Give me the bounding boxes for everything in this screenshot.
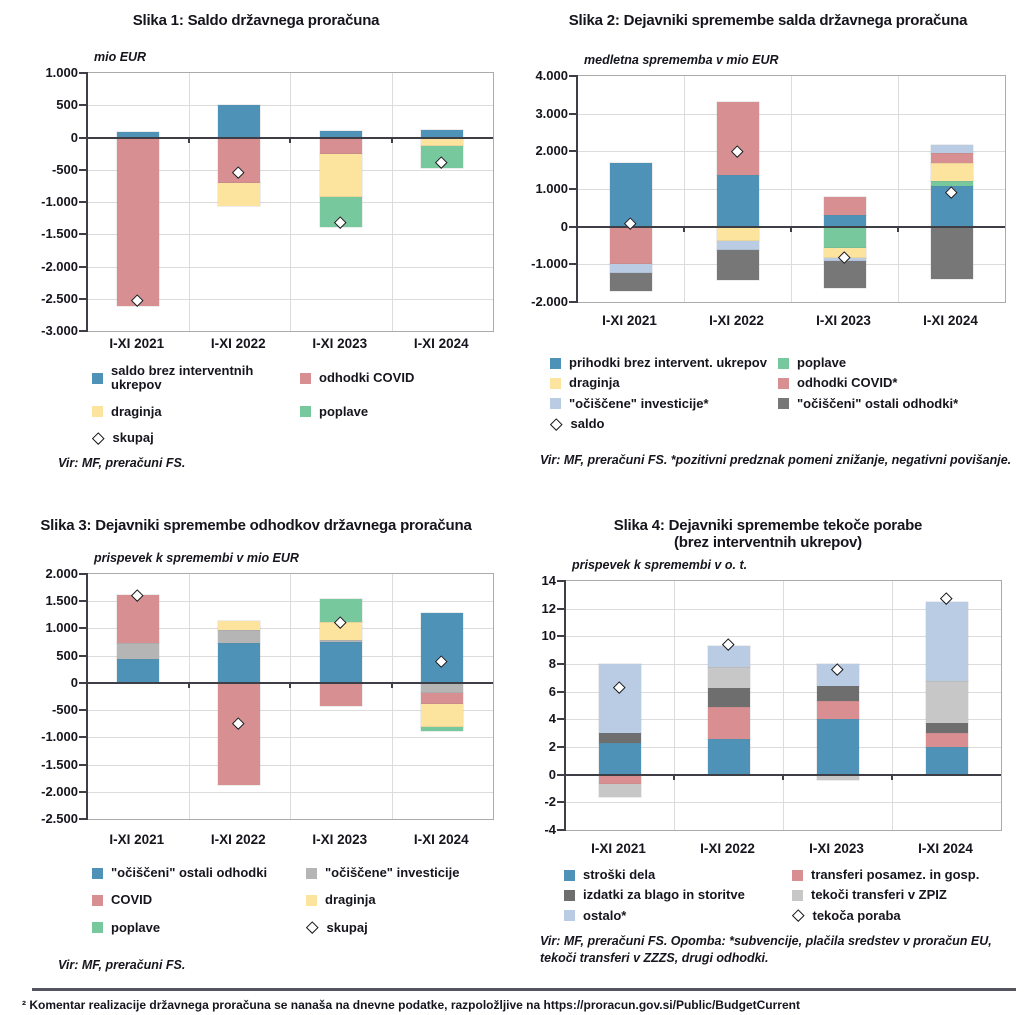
bar-segment — [599, 743, 641, 775]
x-axis-label: I-XI 2023 — [312, 832, 368, 847]
legend-swatch — [792, 870, 803, 881]
legend-item — [92, 431, 300, 445]
legend-swatch — [778, 398, 789, 409]
legend-swatch — [300, 373, 311, 384]
legend-swatch — [92, 373, 103, 384]
x-axis-label: I-XI 2024 — [923, 313, 978, 328]
legend-item — [92, 405, 300, 419]
gridline-v — [189, 574, 190, 819]
legend-item — [92, 921, 306, 935]
chart-title: Slika 4: Dejavniki spremembe tekoče porabe — [613, 517, 923, 534]
y-tick-mark — [79, 298, 86, 300]
diamond-icon — [792, 910, 804, 922]
legend-label: draginja — [569, 375, 620, 391]
y-tick-mark — [79, 201, 86, 203]
legend-item — [300, 405, 414, 419]
y-tick-label: 12 — [541, 600, 556, 616]
y-tick-mark — [79, 627, 86, 629]
y-tick-label: 2 — [548, 739, 556, 754]
y-tick-mark — [569, 150, 576, 152]
legend-swatch — [564, 870, 575, 881]
gridline-v — [392, 73, 393, 331]
bar-segment — [817, 686, 859, 701]
bar-segment — [320, 642, 362, 683]
legend-item — [550, 356, 778, 370]
legend-item — [564, 909, 792, 923]
legend-label: COVID — [111, 892, 153, 908]
gridline-v — [392, 574, 393, 819]
plot-area — [531, 68, 1006, 309]
zero-axis-tick — [289, 138, 291, 143]
y-tick-label: 2.000 — [45, 566, 78, 581]
chart-legend — [564, 868, 979, 923]
y-tick-mark — [79, 137, 86, 139]
bar-segment — [421, 613, 463, 683]
bar-segment — [218, 621, 260, 630]
y-tick-mark — [557, 691, 564, 693]
legend-label: stroški dela — [583, 867, 656, 882]
legend-label: ostalo* — [583, 907, 627, 923]
y-tick-label: 4 — [548, 711, 556, 727]
legend-swatch — [92, 406, 103, 417]
chart-panel-slika2 — [512, 0, 1024, 505]
bar-segment — [931, 227, 973, 279]
y-tick-label: -500 — [51, 161, 78, 177]
bar-segment — [817, 719, 859, 774]
bar-segment — [931, 181, 973, 186]
y-tick-label: -2.500 — [41, 811, 78, 826]
y-tick-label: 500 — [56, 647, 78, 663]
y-axis-caption: prispevek k spremembi v o. t. — [572, 558, 748, 572]
legend-swatch — [564, 890, 575, 901]
y-tick-mark — [557, 663, 564, 665]
bar-segment — [117, 595, 159, 643]
y-axis-caption: prispevek k spremembi v mio EUR — [94, 551, 299, 565]
x-axis-label: I-XI 2023 — [312, 336, 368, 351]
legend-item — [564, 868, 792, 882]
y-tick-mark — [79, 169, 86, 171]
bar-segment — [599, 664, 641, 733]
chart-panel-slika3 — [0, 505, 512, 983]
y-axis-caption: medletna sprememba v mio EUR — [584, 53, 779, 67]
bar-segment — [926, 681, 968, 724]
y-tick-label: -1.000 — [531, 256, 568, 272]
y-axis-line — [564, 580, 566, 831]
legend-item — [300, 364, 414, 393]
bar-segment — [708, 667, 750, 688]
y-tick-label: -2.000 — [41, 258, 78, 274]
chart-title: Slika 1: Saldo državnega proračuna — [132, 12, 380, 29]
legend-item — [550, 376, 778, 390]
y-axis-line — [576, 75, 578, 303]
x-axis-label: I-XI 2023 — [816, 313, 871, 328]
bar-segment — [421, 727, 463, 731]
bar-segment — [824, 197, 866, 216]
bar-segment — [926, 733, 968, 747]
legend-label: saldo brez interventnih ukrepov — [111, 363, 254, 393]
bar-segment — [931, 163, 973, 181]
legend-item — [792, 888, 979, 902]
y-tick-mark — [79, 818, 86, 820]
plot-area — [541, 573, 1002, 837]
legend-label: transferi posamez. in gosp. — [811, 867, 980, 882]
bar-segment — [717, 241, 759, 250]
gridline-v — [290, 574, 291, 819]
zero-axis-tick — [897, 227, 899, 232]
legend-item — [564, 888, 792, 902]
bar-segment — [931, 153, 973, 163]
legend-swatch — [92, 895, 103, 906]
bar-segment — [320, 154, 362, 198]
y-tick-label: 500 — [56, 97, 78, 113]
legend-label: "očiščene" investicije — [325, 865, 460, 880]
legend-item — [92, 364, 300, 393]
legend-swatch — [300, 406, 311, 417]
y-tick-label: 0 — [70, 129, 78, 145]
y-tick-label: 2.000 — [535, 143, 568, 159]
legend-label: poplave — [797, 355, 847, 370]
bar-segment — [610, 273, 652, 290]
y-tick-label: -4 — [544, 822, 556, 837]
legend-item — [792, 909, 979, 923]
y-tick-mark — [79, 573, 86, 575]
y-tick-label: 1.000 — [45, 65, 78, 80]
legend-swatch — [550, 398, 561, 409]
gridline-v — [892, 581, 893, 830]
x-axis-label: I-XI 2021 — [591, 841, 646, 856]
legend-label: "očiščeni" ostali odhodki — [111, 865, 268, 880]
y-tick-label: 0 — [548, 766, 556, 782]
gridline-v — [684, 76, 685, 302]
y-tick-mark — [79, 736, 86, 738]
footer-divider — [32, 988, 1016, 991]
legend-label: saldo — [570, 415, 605, 431]
plot-area — [41, 566, 494, 826]
y-tick-mark — [79, 600, 86, 602]
bar-segment — [421, 693, 463, 704]
zero-axis-tick — [891, 775, 893, 780]
zero-axis-tick — [673, 775, 675, 780]
y-tick-mark — [557, 774, 564, 776]
x-axis-label: I-XI 2021 — [109, 832, 165, 847]
y-tick-label: 3.000 — [535, 105, 568, 121]
y-tick-label: 1.000 — [45, 620, 78, 636]
bar-segment — [717, 175, 759, 227]
legend-item — [92, 866, 306, 880]
bar-segment — [610, 264, 652, 274]
legend-label: "očiščeni" ostali odhodki* — [797, 395, 959, 411]
gridline-v — [898, 76, 899, 302]
bar-segment — [708, 707, 750, 739]
y-tick-label: 10 — [541, 628, 556, 644]
legend-item — [306, 921, 459, 935]
y-tick-mark — [79, 709, 86, 711]
y-tick-label: -1.500 — [41, 226, 78, 242]
y-tick-mark — [79, 682, 86, 684]
y-tick-label: -1.000 — [41, 729, 78, 745]
y-tick-mark — [557, 635, 564, 637]
y-axis-line — [86, 72, 88, 332]
bar-segment — [117, 138, 159, 307]
y-tick-label: -500 — [51, 702, 78, 718]
zero-axis-tick — [188, 138, 190, 143]
zero-axis-tick — [391, 138, 393, 143]
bar-segment — [926, 747, 968, 775]
y-axis-line — [86, 573, 88, 820]
legend-item — [778, 376, 958, 390]
gridline-v — [783, 581, 784, 830]
bar-segment — [421, 683, 463, 693]
bar-segment — [218, 105, 260, 137]
zero-axis-tick — [391, 683, 393, 688]
diamond-icon — [550, 418, 562, 430]
source-note: Vir: MF, preračuni FS. Opomba: *subvencije, plačila sredstev v proračun EU, tekoči transferi v ZZZS, drugi odhodki. — [540, 934, 992, 965]
legend-swatch — [564, 910, 575, 921]
legend-item — [778, 356, 958, 370]
x-axis-label: I-XI 2021 — [109, 336, 165, 351]
y-tick-label: 1.000 — [535, 181, 568, 196]
legend-label: odhodki COVID — [319, 370, 415, 386]
y-tick-label: 1.500 — [45, 593, 78, 609]
bar-segment — [218, 183, 260, 206]
legend-item — [550, 397, 778, 411]
bar-segment — [926, 602, 968, 681]
legend-label: poplave — [319, 403, 369, 419]
bar-segment — [931, 145, 973, 154]
legend-item — [778, 397, 958, 411]
legend-item — [550, 417, 778, 431]
y-tick-label: 0 — [70, 674, 78, 690]
legend-label: poplave — [111, 919, 161, 935]
zero-axis-tick — [782, 775, 784, 780]
y-tick-label: 8 — [548, 656, 556, 671]
zero-axis-tick — [188, 683, 190, 688]
legend-label: draginja — [111, 403, 162, 419]
y-tick-mark — [79, 791, 86, 793]
legend-swatch — [778, 358, 789, 369]
legend-label: izdatki za blago in storitve — [583, 887, 745, 903]
diamond-icon — [92, 432, 104, 444]
y-tick-label: 0 — [560, 218, 568, 234]
legend-item — [306, 866, 459, 880]
y-tick-label: 4.000 — [535, 68, 568, 83]
chart-title: Slika 3: Dejavniki spremembe odhodkov državnega proračuna — [40, 517, 472, 534]
chart-title: Slika 2: Dejavniki spremembe salda državnega proračuna — [568, 12, 968, 29]
y-tick-mark — [569, 75, 576, 77]
gridline-v — [290, 73, 291, 331]
bar-segment — [824, 261, 866, 288]
bar-segment — [599, 784, 641, 796]
y-tick-mark — [557, 746, 564, 748]
legend-label: tekoči transferi v ZPIZ — [811, 887, 947, 903]
legend-item — [92, 893, 306, 907]
legend-label: skupaj — [326, 919, 368, 935]
bar-segment — [117, 659, 159, 683]
y-tick-mark — [557, 801, 564, 803]
bar-segment — [824, 227, 866, 248]
bar-segment — [610, 227, 652, 264]
legend-swatch — [778, 378, 789, 389]
bar-segment — [717, 250, 759, 280]
y-tick-mark — [557, 580, 564, 582]
bar-segment — [717, 227, 759, 241]
legend-label: "očiščene" investicije* — [569, 395, 709, 411]
bar-segment — [218, 643, 260, 683]
y-tick-mark — [79, 330, 86, 332]
y-tick-mark — [79, 104, 86, 106]
y-tick-label: -2.000 — [41, 783, 78, 799]
bar-segment — [421, 138, 463, 146]
x-axis-label: I-XI 2022 — [210, 832, 266, 847]
legend-swatch — [306, 895, 317, 906]
y-tick-label: 6 — [548, 683, 556, 699]
chart-legend — [92, 364, 414, 445]
y-tick-label: -3.000 — [41, 323, 78, 338]
y-tick-mark — [569, 263, 576, 265]
legend-swatch — [92, 922, 103, 933]
chart-subtitle: (brez interventnih ukrepov) — [674, 534, 862, 552]
bar-segment — [320, 683, 362, 706]
legend-label: tekoča poraba — [812, 907, 901, 923]
legend-swatch — [92, 868, 103, 879]
legend-label: draginja — [325, 892, 376, 908]
zero-axis-tick — [683, 227, 685, 232]
x-axis-label: I-XI 2022 — [700, 841, 755, 856]
x-axis-label: I-XI 2022 — [210, 336, 266, 351]
legend-swatch — [306, 868, 317, 879]
bar-segment — [708, 739, 750, 775]
y-tick-mark — [569, 113, 576, 115]
y-tick-mark — [79, 233, 86, 235]
diamond-icon — [306, 922, 318, 934]
bar-segment — [717, 102, 759, 174]
bar-segment — [117, 643, 159, 659]
zero-axis-tick — [790, 227, 792, 232]
gridline-v — [674, 581, 675, 830]
x-axis-label: I-XI 2024 — [918, 841, 973, 856]
bar-segment — [421, 704, 463, 727]
legend-swatch — [792, 890, 803, 901]
y-tick-mark — [79, 266, 86, 268]
x-axis-label: I-XI 2023 — [809, 841, 864, 856]
bar-segment — [599, 775, 641, 785]
zero-axis-tick — [289, 683, 291, 688]
chart-legend — [550, 356, 958, 431]
bar-segment — [599, 733, 641, 743]
bar-segment — [218, 630, 260, 643]
x-axis-label: I-XI 2024 — [413, 336, 469, 351]
y-tick-mark — [557, 718, 564, 720]
chart-panel-slika4 — [512, 505, 1024, 983]
footnote-text: ² Komentar realizacije državnega proračuna se nanaša na dnevne podatke, razpoložljive na https://proracun.gov.si/Public/BudgetCurrent — [22, 998, 800, 1012]
page-footer — [0, 988, 1024, 1012]
bar-segment — [218, 683, 260, 785]
chart-legend — [92, 866, 459, 935]
legend-label: skupaj — [112, 429, 154, 445]
y-tick-mark — [557, 608, 564, 610]
y-tick-label: 14 — [541, 573, 556, 588]
y-tick-label: -2.500 — [41, 290, 78, 306]
y-tick-mark — [569, 301, 576, 303]
y-tick-mark — [569, 226, 576, 228]
y-tick-mark — [79, 72, 86, 74]
y-tick-label: -2.000 — [531, 294, 568, 309]
y-axis-caption: mio EUR — [94, 50, 147, 64]
source-note: Vir: MF, preračuni FS. *pozitivni predznak pomeni znižanje, negativni povišanje. — [540, 453, 1012, 467]
y-tick-mark — [569, 188, 576, 190]
chart-panel-slika1 — [0, 0, 512, 505]
x-axis-label: I-XI 2021 — [602, 313, 657, 328]
y-tick-mark — [557, 829, 564, 831]
gridline-v — [189, 73, 190, 331]
y-tick-label: -1.000 — [41, 194, 78, 209]
legend-item — [792, 868, 979, 882]
y-tick-mark — [79, 655, 86, 657]
source-note: Vir: MF, preračuni FS. — [58, 456, 186, 470]
legend-swatch — [550, 358, 561, 369]
bar-segment — [817, 701, 859, 719]
y-tick-label: -2 — [544, 794, 556, 810]
legend-swatch — [550, 378, 561, 389]
bar-segment — [708, 688, 750, 707]
x-axis-label: I-XI 2024 — [413, 832, 469, 847]
plot-area — [41, 65, 494, 338]
bar-segment — [926, 723, 968, 733]
legend-label: prihodki brez intervent. ukrepov — [569, 355, 767, 370]
y-tick-mark — [79, 764, 86, 766]
bar-segment — [320, 640, 362, 642]
x-axis-label: I-XI 2022 — [709, 313, 764, 328]
legend-label: odhodki COVID* — [797, 375, 898, 391]
source-note: Vir: MF, preračuni FS. — [58, 958, 186, 972]
legend-item — [306, 893, 459, 907]
y-tick-label: -1.500 — [41, 756, 78, 772]
bar-segment — [320, 138, 362, 154]
gridline-v — [791, 76, 792, 302]
